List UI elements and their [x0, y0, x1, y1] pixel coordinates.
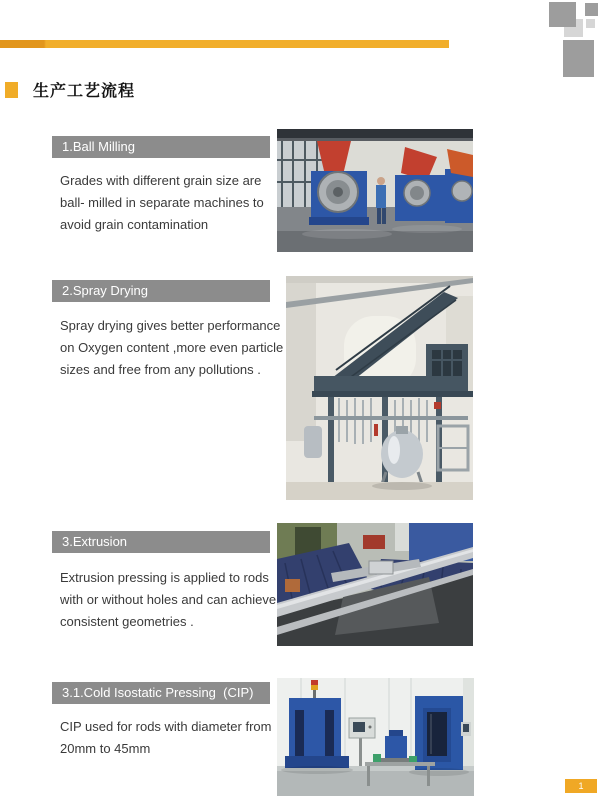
description-line: avoid grain contamination — [60, 217, 209, 232]
section-header-bar — [52, 682, 270, 704]
section-description — [60, 170, 292, 236]
section-header-bar — [52, 136, 270, 158]
section-spray-drying — [0, 276, 600, 500]
deco-square — [549, 2, 576, 27]
ball-milling-machines-photo — [277, 129, 473, 252]
cold-isostatic-press-photo — [277, 678, 474, 796]
section-header-bar — [52, 531, 270, 553]
deco-square — [563, 40, 594, 77]
section-label: 3.1.Cold Isostatic Pressing (CIP) — [62, 685, 254, 700]
page-title: 生产工艺流程 — [33, 83, 136, 100]
deco-square — [585, 3, 598, 16]
section-extrusion — [0, 523, 600, 648]
section-ball-milling — [0, 129, 600, 276]
spray-drying-tower-photo — [286, 276, 473, 500]
description-line: Grades with different grain size are — [60, 173, 262, 188]
extrusion-press-photo — [277, 523, 473, 646]
description-line: 20mm to 45mm — [60, 741, 151, 756]
description-line: on Oxygen content ,more even particle — [60, 340, 284, 355]
description-line: Extrusion pressing is applied to rods — [60, 570, 269, 585]
heading-bullet-icon — [5, 82, 18, 98]
section-header-bar — [52, 280, 270, 302]
section-description — [60, 315, 292, 381]
section-description — [60, 567, 292, 633]
description-line: sizes and free from any pollutions . — [60, 362, 261, 377]
page-number-badge: 1 — [565, 779, 597, 793]
description-line: Spray drying gives better performance — [60, 318, 281, 333]
description-line: consistent geometries . — [60, 614, 194, 629]
description-line: ball- milled in separate machines to — [60, 195, 264, 210]
deco-square — [586, 19, 595, 28]
section-description — [60, 716, 292, 760]
section-label: 3.Extrusion — [62, 534, 128, 549]
section-cold-isostatic-pressing — [0, 678, 600, 798]
section-label: 1.Ball Milling — [62, 139, 135, 154]
section-label: 2.Spray Drying — [62, 283, 148, 298]
description-line: with or without holes and can achieve — [60, 592, 277, 607]
top-accent-bar — [0, 40, 449, 48]
description-line: CIP used for rods with diameter from — [60, 719, 272, 734]
